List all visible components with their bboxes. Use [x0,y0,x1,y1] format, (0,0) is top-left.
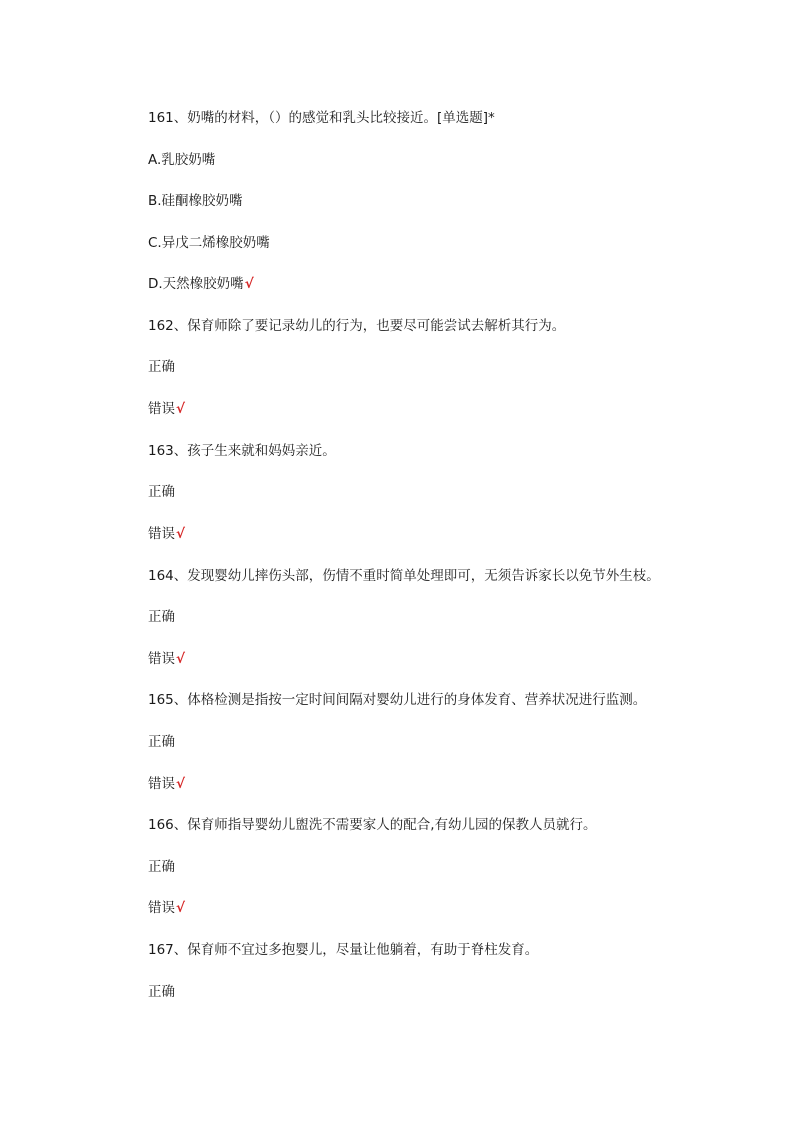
correct-answer-checkmark: √ [176,776,186,792]
q161-option-d [148,275,254,293]
q163-option-true: 正确 [148,484,175,500]
question-164: 164、发现婴幼儿摔伤头部，伤情不重时简单处理即可，无须告诉家长以免节外生枝。 [148,568,660,584]
q161-option-d-label: D.天然橡胶奶嘴 [148,276,244,292]
q162-option-true: 正确 [148,359,175,375]
q164-option-false [148,650,185,668]
correct-answer-checkmark: √ [176,526,186,542]
q161-option-c: C.异戊二烯橡胶奶嘴 [148,235,270,251]
correct-answer-checkmark: √ [176,401,186,417]
q163-option-false [148,525,185,543]
correct-answer-checkmark: √ [244,276,254,292]
correct-answer-checkmark: √ [176,900,186,916]
q161-option-b: B.硅酮橡胶奶嘴 [148,193,243,209]
q163-option-false-label: 错误 [148,526,175,542]
q165-option-false-label: 错误 [148,776,175,792]
q166-option-false-label: 错误 [148,900,175,916]
q162-option-false [148,400,185,418]
q165-option-true: 正确 [148,734,175,750]
q164-option-false-label: 错误 [148,651,175,667]
question-161: 161、奶嘴的材料，（）的感觉和乳头比较接近。[单选题]* [148,110,495,126]
question-165: 165、体格检测是指按一定时间间隔对婴幼儿进行的身体发育、营养状况进行监测。 [148,692,647,708]
question-166: 166、保育师指导婴幼儿盥洗不需要家人的配合,有幼儿园的保教人员就行。 [148,817,597,833]
q167-option-true: 正确 [148,984,175,1000]
question-163: 163、孩子生来就和妈妈亲近。 [148,443,336,459]
question-167: 167、保育师不宜过多抱婴儿，尽量让他躺着，有助于脊柱发育。 [148,942,539,958]
question-162: 162、保育师除了要记录幼儿的行为，也要尽可能尝试去解析其行为。 [148,318,566,334]
q162-option-false-label: 错误 [148,401,175,417]
correct-answer-checkmark: √ [176,651,186,667]
q166-option-false [148,899,185,917]
q166-option-true: 正确 [148,859,175,875]
q165-option-false [148,775,185,793]
q161-option-a: A.乳胶奶嘴 [148,152,216,168]
q164-option-true: 正确 [148,609,175,625]
